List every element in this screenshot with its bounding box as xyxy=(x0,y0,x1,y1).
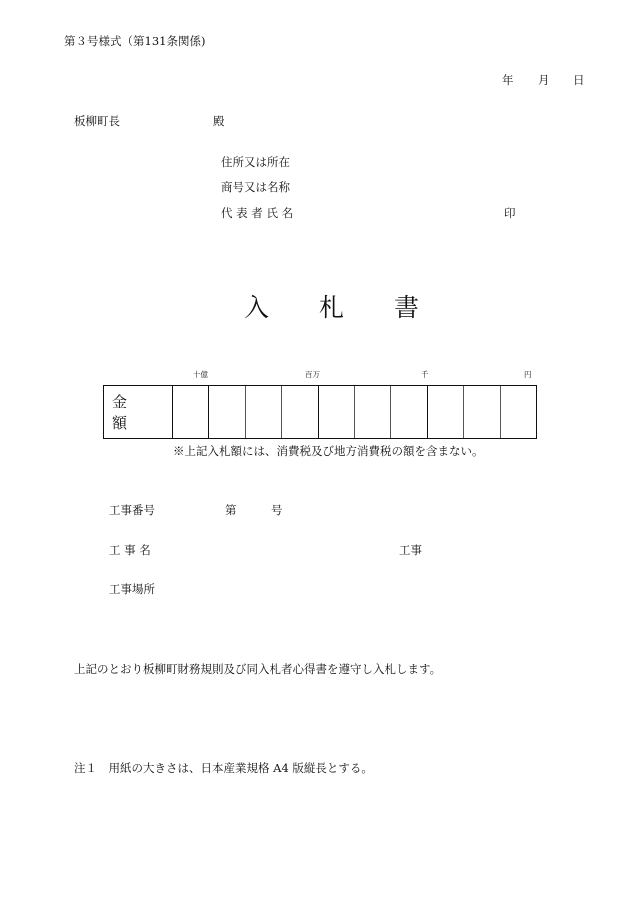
digit-box-thousand[interactable] xyxy=(391,386,427,438)
company-name-label: 商号又は名称 xyxy=(221,180,290,194)
unit-billion: 十億 xyxy=(193,370,208,379)
unit-million: 百万 xyxy=(305,370,320,379)
unit-yen: 円 xyxy=(524,370,532,379)
digit-box-ten-million[interactable] xyxy=(246,386,282,438)
project-name-suffix: 工事 xyxy=(399,543,422,557)
amount-label: 金 額 xyxy=(104,386,173,438)
date-day-label: 日 xyxy=(573,73,585,87)
digit-box-billion[interactable] xyxy=(173,386,209,438)
addressee-honorific: 殿 xyxy=(213,114,225,128)
digit-box-hundred-thousand[interactable] xyxy=(319,386,355,438)
amount-table xyxy=(103,385,537,439)
digit-box-hundred[interactable] xyxy=(428,386,464,438)
date-month-label: 月 xyxy=(538,73,550,87)
address-label: 住所又は所在 xyxy=(221,155,290,169)
unit-thousand: 千 xyxy=(421,370,429,379)
digit-box-hundred-million[interactable] xyxy=(209,386,245,438)
digit-box-ten-thousand[interactable] xyxy=(355,386,391,438)
form-number: 第３号様式（第131条関係) xyxy=(64,34,206,48)
date-year-label: 年 xyxy=(502,73,514,87)
project-number-prefix: 第 xyxy=(225,503,237,517)
project-location-label: 工事場所 xyxy=(109,582,155,596)
project-name-label: 工 事 名 xyxy=(109,543,151,557)
document-title: 入 札 書 xyxy=(244,293,420,322)
digit-box-ten[interactable] xyxy=(464,386,500,438)
seal-mark: 印 xyxy=(504,206,516,220)
digit-box-yen[interactable] xyxy=(501,386,536,438)
project-number-suffix: 号 xyxy=(271,503,283,517)
digit-box-million[interactable] xyxy=(282,386,318,438)
project-number-label: 工事番号 xyxy=(109,503,155,517)
paper-size-note: 注１ 用紙の大きさは、日本産業規格 A4 版縦長とする。 xyxy=(74,761,373,775)
tax-exclusion-note: ※上記入札額には、消費税及び地方消費税の額を含まない。 xyxy=(173,444,484,458)
representative-name-label: 代 表 者 氏 名 xyxy=(221,206,294,220)
addressee-title: 板柳町長 xyxy=(74,114,120,128)
declaration-text: 上記のとおり板柳町財務規則及び同入札者心得書を遵守し入札します。 xyxy=(74,662,442,676)
